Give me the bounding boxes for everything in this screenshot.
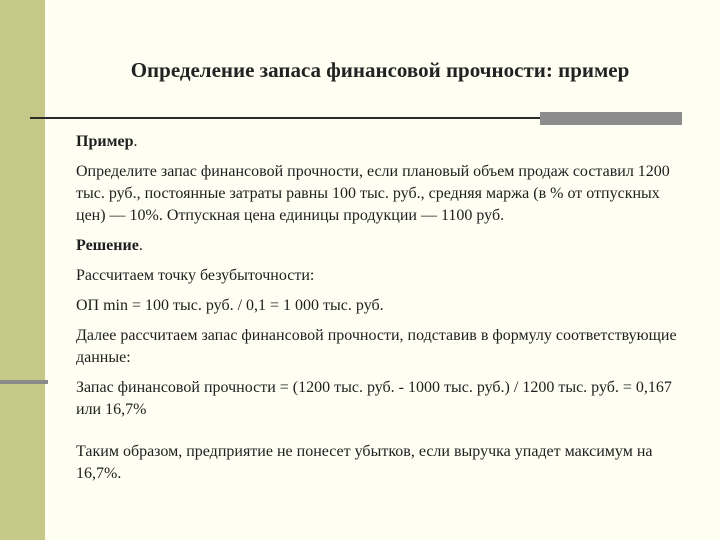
step-2-text: Далее рассчитаем запас финансовой прочности, подставив в формулу соответствующие данные:	[76, 327, 677, 366]
left-accent-stripe	[0, 0, 45, 540]
solution-label-suffix: .	[138, 237, 143, 254]
example-label-suffix: .	[133, 133, 138, 150]
example-label: Пример	[76, 133, 134, 150]
slide-title: Определение запаса финансовой прочности: пример	[130, 58, 630, 82]
conclusion-text: Таким образом, предприятие не понесет убытков, если выручка упадет максимум на 16,7%.	[76, 443, 653, 482]
divider-accent-block	[540, 112, 682, 125]
formula-2: Запас финансовой прочности = (1200 тыс. руб. - 1000 тыс. руб.) / 1200 тыс. руб. = 0,167 или 16,7%	[76, 379, 672, 418]
step-1-text: Рассчитаем точку безубыточности:	[76, 267, 315, 284]
solution-heading	[76, 235, 688, 257]
example-heading	[76, 131, 688, 153]
formula-1: ОП min = 100 тыс. руб. / 0,1 = 1 000 тыс. руб.	[76, 297, 384, 314]
slide-body	[76, 131, 688, 493]
solution-label: Решение	[76, 237, 139, 254]
left-stripe-mark	[0, 380, 48, 384]
task-text: Определите запас финансовой прочности, если плановый объем продаж составил 1200 тыс. руб., постоянные затраты равны 100 тыс. руб., средняя маржа (в % от отпускных цен) — 10%. Отпускная цена единицы продукции — 1100 руб.	[76, 163, 670, 224]
